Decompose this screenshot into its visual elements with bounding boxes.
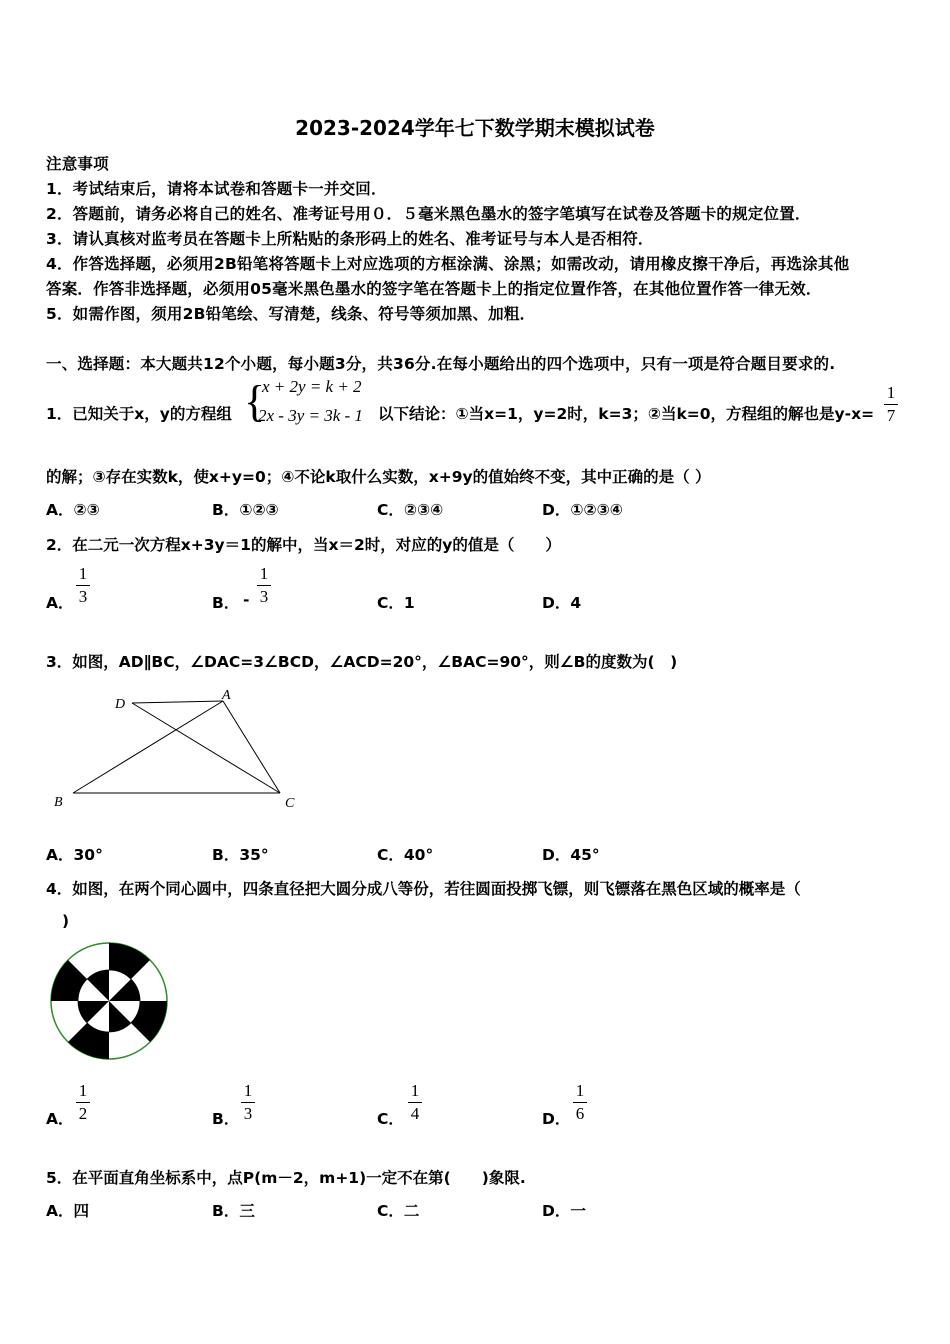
q4-c-bar	[408, 1102, 422, 1103]
q5-option-b[interactable]: B．三	[212, 1202, 255, 1220]
notice-heading: 注意事项	[46, 155, 109, 173]
q3-option-a[interactable]: A．30°	[46, 846, 103, 864]
q5-option-c[interactable]: C．二	[377, 1202, 420, 1220]
q1-option-d[interactable]: D．①②③④	[542, 501, 623, 519]
q2-option-d[interactable]: D．4	[542, 594, 582, 612]
q1-brace-icon: {	[244, 377, 266, 426]
q2-option-c[interactable]: C．1	[377, 594, 415, 612]
q2-option-a-fraction[interactable]	[75, 565, 91, 606]
q4-b-den: 3	[243, 1104, 253, 1123]
q4-b-num: 1	[243, 1081, 253, 1100]
q5-option-d[interactable]: D．一	[542, 1202, 586, 1220]
q4-option-b-fraction[interactable]	[240, 1082, 256, 1123]
q4-a-bar	[76, 1102, 90, 1103]
notice-item-5: 5．如需作图，须用2B铅笔绘、写清楚，线条、符号等须加黑、加粗．	[46, 305, 536, 323]
notice-item-3: 3．请认真核对监考员在答题卡上所粘贴的条形码上的姓名、准考证号与本人是否相符．	[46, 230, 654, 248]
q3-label-a: A	[222, 688, 231, 703]
q4-option-d-label[interactable]: D．	[542, 1110, 571, 1128]
q4-option-b-label[interactable]: B．	[212, 1110, 240, 1128]
q2-a-num: 1	[78, 564, 88, 583]
notice-item-2: 2．答题前，请务必将自己的姓名、准考证号用０．５毫米黑色墨水的签字笔填写在试卷及答题卡的规定位置．	[46, 205, 811, 223]
q3-option-d[interactable]: D．45°	[542, 846, 600, 864]
q1-eq1: x + 2y = k + 2	[262, 377, 362, 396]
q2-b-bar	[257, 585, 271, 586]
q1-option-a[interactable]: A．②③	[46, 501, 100, 519]
q4-stem-cont: )	[62, 912, 70, 930]
q3-label-b: B	[54, 795, 63, 810]
q2-option-a-label[interactable]: A．	[46, 594, 74, 612]
q1-eq2: 2x - 3y = 3k - 1	[258, 406, 363, 425]
q4-option-c-fraction[interactable]	[407, 1082, 423, 1123]
q1-frac-bar	[884, 404, 898, 405]
q4-target-figure	[48, 942, 170, 1060]
q3-option-c[interactable]: C．40°	[377, 846, 434, 864]
q4-option-c-label[interactable]: C．	[377, 1110, 404, 1128]
q4-c-num: 1	[410, 1081, 420, 1100]
notice-item-1: 1．考试结束后，请将本试卷和答题卡一并交回．	[46, 180, 387, 198]
q2-option-b-label[interactable]: B．	[212, 594, 240, 612]
q4-d-den: 6	[575, 1104, 585, 1123]
q2-a-den: 3	[78, 587, 88, 606]
q4-a-num: 1	[78, 1081, 88, 1100]
q2-stem: 2．在二元一次方程x+3y＝1的解中，当x＝2时，对应的y的值是（ ）	[46, 536, 561, 554]
q3-figure	[40, 680, 320, 815]
q4-stem: 4．如图，在两个同心圆中，四条直径把大圆分成八等份，若往圆面投掷飞镖，则飞镖落在黑色区域的概率是（	[46, 880, 801, 898]
notice-item-4: 4．作答选择题，必须用2B铅笔将答题卡上对应选项的方框涂满、涂黑；如需改动，请用橡皮擦干净后，再选涂其他	[46, 255, 850, 273]
q3-label-c: C	[285, 796, 295, 811]
q4-option-d-fraction[interactable]	[572, 1082, 588, 1123]
notice-item-4-cont: 答案．作答非选择题，必须用05毫米黑色墨水的签字笔在答题卡上的指定位置作答，在其他位置作答一律无效．	[46, 280, 822, 298]
q3-label-d: D	[115, 697, 126, 712]
q2-b-num: 1	[259, 564, 269, 583]
q1-frac-num: 1	[886, 383, 896, 402]
q1-middle: 以下结论：①当x=1，y=2时，k=3；②当k=0，方程组的解也是y-x=	[378, 405, 875, 423]
q1-frac-den: 7	[886, 406, 896, 425]
q3-segment-ad	[132, 701, 223, 703]
q2-b-den: 3	[259, 587, 269, 606]
q3-segment-ac	[223, 701, 280, 793]
q1-option-b[interactable]: B．①②③	[212, 501, 279, 519]
section-heading: 一、选择题：本大题共12个小题，每小题3分，共36分.在每小题给出的四个选项中，只有一项是符合题目要求的.	[46, 355, 836, 373]
q3-option-b[interactable]: B．35°	[212, 846, 269, 864]
exam-title: 2023-2024学年七下数学期末模拟试卷	[295, 116, 655, 140]
q5-option-a[interactable]: A．四	[46, 1202, 89, 1220]
q2-a-bar	[76, 585, 90, 586]
q4-d-num: 1	[575, 1081, 585, 1100]
q2-option-b-fraction[interactable]	[256, 565, 272, 606]
q2-option-b-sign: -	[243, 591, 250, 609]
q5-stem: 5．在平面直角坐标系中，点P(m－2，m+1)一定不在第( )象限.	[46, 1169, 526, 1187]
q3-stem: 3．如图，AD∥BC，∠DAC=3∠BCD，∠ACD=20°，∠BAC=90°，则∠B的度数为( )	[46, 653, 678, 671]
q4-option-a-fraction[interactable]	[75, 1082, 91, 1123]
q1-line2: 的解；③存在实数k，使x+y=0；④不论k取什么实数，x+9y的值始终不变，其中正确的是（ ）	[46, 468, 711, 486]
q3-segment-dc	[132, 703, 280, 793]
q4-a-den: 2	[78, 1104, 88, 1123]
q4-option-a-label[interactable]: A．	[46, 1110, 74, 1128]
q3-segment-ba	[73, 701, 223, 793]
q4-b-bar	[241, 1102, 255, 1103]
q4-d-bar	[573, 1102, 587, 1103]
q1-fraction	[883, 384, 899, 425]
q1-prefix: 1．已知关于x，y的方程组	[46, 405, 232, 423]
q1-option-c[interactable]: C．②③④	[377, 501, 444, 519]
q4-c-den: 4	[410, 1104, 420, 1123]
